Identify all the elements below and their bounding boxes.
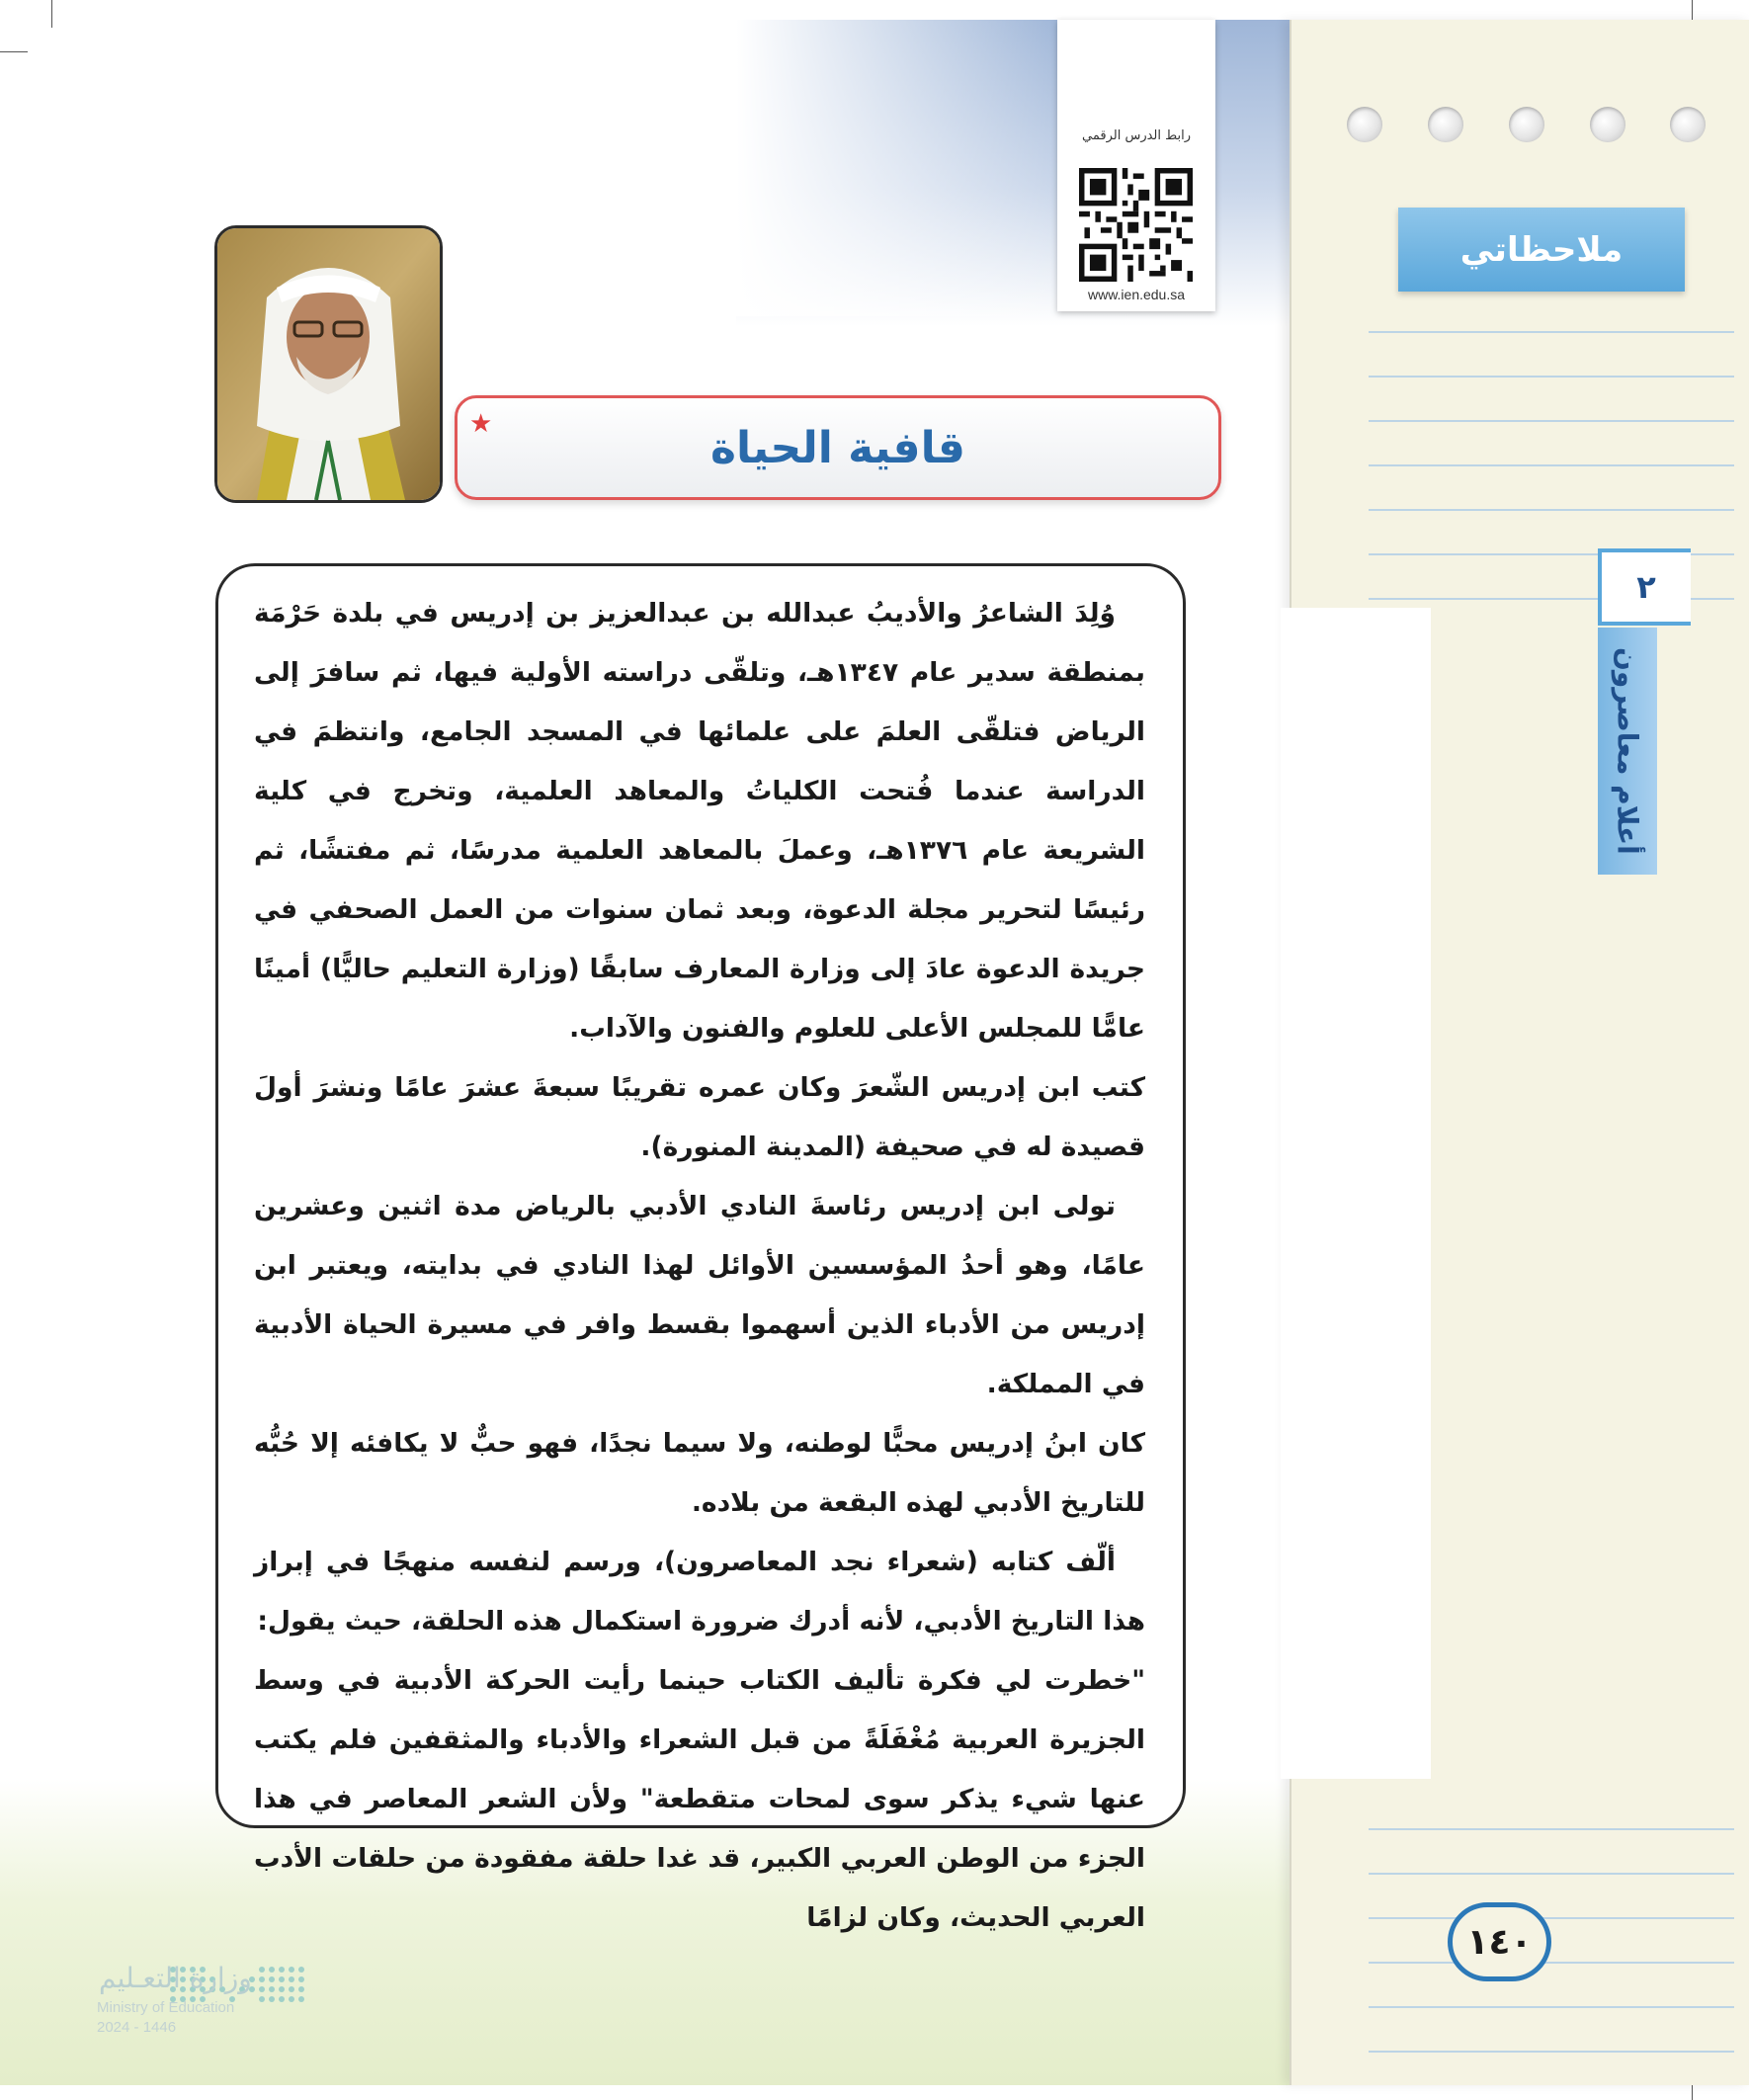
paragraph: ألّف كتابه (شعراء نجد المعاصرون)، ورسم لنفسه منهجًا في إبراز هذا التاريخ الأدبي، لأنه أدرك ضرورة استكمال هذه الحلقة، حيث يقول: — [254, 1547, 1145, 1637]
author-photo — [217, 228, 440, 500]
notes-tab — [1398, 208, 1685, 292]
lesson-title-box — [455, 395, 1221, 500]
notes-line — [1369, 464, 1734, 466]
paragraph: كتب ابن إدريس الشّعرَ وكان عمره تقريبًا سبعةَ عشرَ عامًا ونشرَ أولَ قصيدة له في صحيفة (المدينة المنورة). — [254, 1072, 1145, 1162]
binder-hole — [1670, 107, 1706, 142]
unit-number-tab — [1598, 548, 1691, 626]
notes-label: ملاحظاتي — [1459, 229, 1624, 270]
qr-label: رابط الدرس الرقمي — [1082, 128, 1191, 143]
unit-number: ٢ — [1636, 568, 1656, 606]
notes-line — [1369, 420, 1734, 422]
content-panel-extension — [1281, 608, 1431, 1779]
notes-line — [1369, 509, 1734, 511]
author-portrait — [214, 225, 443, 503]
header-gradient-fade — [736, 20, 1062, 316]
qr-code-icon[interactable] — [1079, 168, 1193, 282]
notes-line — [1369, 1962, 1734, 1964]
crop-mark — [51, 0, 52, 28]
binder-hole — [1347, 107, 1382, 142]
page-number-badge — [1448, 1902, 1551, 1981]
ministry-name-en: Ministry of Education — [97, 1999, 235, 2016]
ministry-name-ar: وزارة التعـليم — [99, 1962, 252, 1994]
notes-line — [1369, 331, 1734, 333]
paragraph: وُلِدَ الشاعرُ والأديبُ عبدالله بن عبدالعزيز بن إدريس في بلدة حَرْمَة بمنطقة سدير عام ١٣٤٧هـ، وتلقّى دراسته الأولية فيها، ثم سافرَ إلى الرياض فتلقّى العلمَ على علمائها في المسجد الجامع، وانتظمَ في الدراسة عندما فُتحت الكلياتُ والمعاهد العلمية، وتخرج في كلية الشريعة عام ١٣٧٦هـ، وعملَ بالمعاهد العلمية مدرسًا، ثم مفتشًا، ثم رئيسًا لتحرير مجلة الدعوة، وبعد ثمان سنوات من العمل الصحفي في جريدة الدعوة عادَ إلى وزارة المعارف سابقًا (وزارة التعليم حاليًّا) أمينًا عامًّا للمجلس الأعلى للعلوم والفنون والآداب. — [254, 598, 1145, 1044]
paragraph: "خطرت لي فكرة تأليف الكتاب حينما رأيت الحركة الأدبية في وسط الجزيرة العربية مُغْفَلَةً من قبل الشعراء والأدباء والمثقفين فلم يكتب عنها شيء يذكر سوى لمحات متقطعة" ولأن الشعر المعاصر في هذا الجزء من الوطن العربي الكبير، قد غدا حلقة مفقودة من حلقات الأدب العربي الحديث، وكان لزامًا — [254, 1665, 1145, 1933]
crop-mark — [0, 51, 28, 52]
edition-year: 2024 - 1446 — [97, 2019, 177, 2036]
paragraph: تولى ابن إدريس رئاسةَ النادي الأدبي بالرياض مدة اثنين وعشرين عامًا، وهو أحدُ المؤسسين الأوائل لهذا النادي في بدايته، ويعتبر ابن إدريس من الأدباء الذين أسهموا بقسط وافر في مسيرة الحياة الأدبية في المملكة. — [254, 1191, 1145, 1399]
paragraph: كان ابنُ إدريس محبًّا لوطنه، ولا سيما نجدًا، فهو حبٌّ لا يكافئه إلا حُبُّه للتاريخ الأدبي لهذه البقعة من بلاده. — [254, 1428, 1145, 1518]
notes-line — [1369, 1873, 1734, 1875]
qr-card[interactable] — [1057, 20, 1215, 311]
notes-line — [1369, 2051, 1734, 2053]
notes-line — [1369, 1828, 1734, 1830]
binder-hole — [1590, 107, 1625, 142]
notes-line — [1369, 376, 1734, 378]
notes-line — [1369, 2006, 1734, 2008]
binder-hole — [1428, 107, 1463, 142]
star-icon: ★ — [469, 409, 493, 439]
page-number: ١٤٠ — [1466, 1921, 1533, 1963]
unit-title-strip — [1598, 628, 1657, 875]
binder-hole — [1509, 107, 1544, 142]
notes-line — [1369, 1917, 1734, 1919]
unit-title: أعلام معاصرون — [1611, 647, 1644, 855]
lesson-title: قافية الحياة — [710, 422, 965, 473]
lesson-text-box — [215, 563, 1186, 1933]
qr-url[interactable]: www.ien.edu.sa — [1087, 287, 1186, 302]
